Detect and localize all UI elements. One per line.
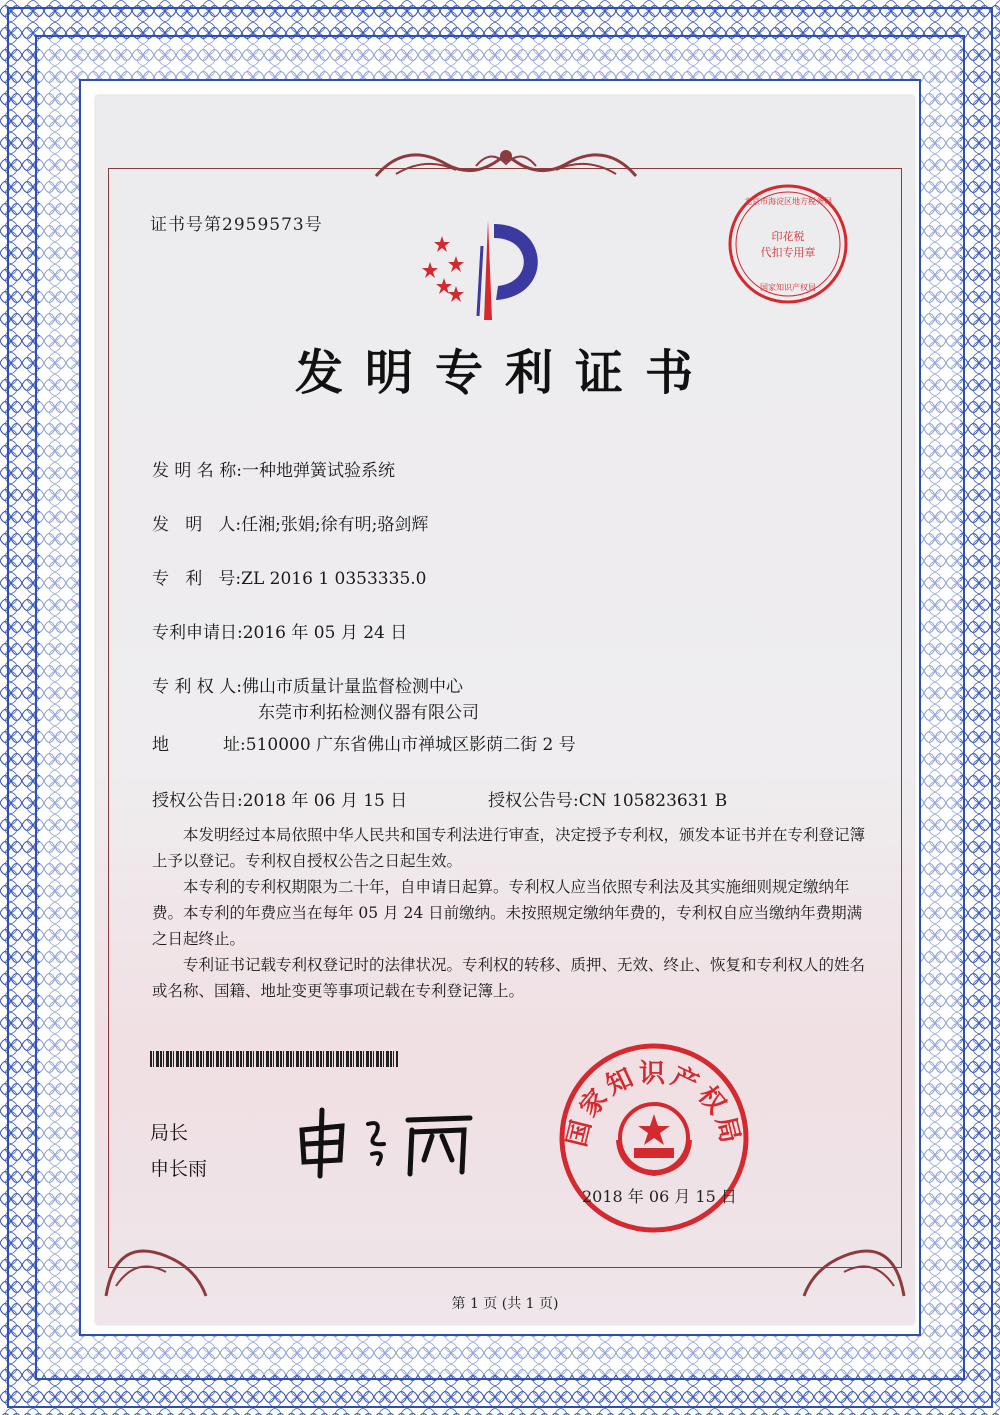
patent-number-label: 专 利 号:: [152, 569, 242, 589]
patent-number-row: [152, 564, 426, 589]
page-number: 第 1 页 (共 1 页): [451, 1296, 559, 1312]
barcode: [150, 1051, 398, 1067]
patent-office-logo-icon: [422, 216, 562, 326]
grant-number-label: 授权公告号:: [488, 791, 579, 811]
inventors-row: [152, 510, 428, 535]
body-paragraph-3: 专利证书记载专利权登记时的法律状况。专利权的转移、质押、无效、终止、恢复和专利权人的姓名或名称、国籍、地址变更等事项记载在专利登记簿上。: [152, 956, 866, 1000]
invention-name-value: 一种地弹簧试验系统: [241, 461, 395, 481]
patentee-value-2: 东莞市利拓检测仪器有限公司: [258, 703, 479, 723]
address-value: 510000 广东省佛山市禅城区影荫二街 2 号: [245, 735, 576, 755]
director-signature: [292, 1100, 482, 1180]
bottom-left-ornament: [96, 1196, 226, 1306]
certificate-paper: [96, 96, 914, 1324]
grant-date-label: 授权公告日:: [152, 791, 243, 811]
patentee-value-1: 佛山市质量计量监督检测中心: [241, 677, 463, 697]
patentee-row-2: [258, 698, 479, 723]
body-paragraph-1: 本发明经过本局依照中华人民共和国专利法进行审查，决定授予专利权，颁发本证书并在专利登记簿上予以登记。专利权自授权公告之日起生效。: [152, 826, 866, 870]
bottom-right-ornament: [784, 1196, 914, 1306]
patentee-label: 专 利 权 人:: [152, 677, 242, 697]
svg-text:国家知识产权局: 国家知识产权局: [760, 283, 816, 292]
svg-text:代扣专用章: 代扣专用章: [760, 246, 816, 259]
svg-text:印花税: 印花税: [771, 230, 805, 243]
certificate-title: 发明专利证书: [294, 345, 715, 401]
inventors-label: 发 明 人:: [152, 515, 242, 535]
address-row: [152, 730, 576, 755]
invention-name-row: [152, 456, 395, 481]
grant-date-value: 2018 年 06 月 15 日: [242, 791, 408, 811]
address-label: 地 址:: [152, 735, 246, 755]
invention-name-label: 发 明 名 称:: [152, 461, 242, 481]
tax-stamp: [724, 180, 852, 308]
body-paragraph-2: 本专利的专利权期限为二十年，自申请日起算。专利权人应当依照专利法及其实施细则规定缴纳年费。本专利的年费应当在每年 05 月 24 日前缴纳。未按照规定缴纳年费的，专利权自应当缴纳年费期满之日起终止。: [152, 878, 863, 948]
director-title: 局长: [150, 1122, 189, 1144]
inner-border: [108, 168, 902, 1268]
director-name: 申长雨: [150, 1158, 208, 1180]
svg-text:国家知识产权局: 国家知识产权局: [562, 1059, 746, 1150]
inventors-value: 任湘;张娟;徐有明;骆剑辉: [241, 515, 429, 535]
certificate-number: 证书号第2959573号: [150, 215, 323, 235]
patentee-row: [152, 672, 463, 697]
filing-date-value: 2016 年 05 月 24 日: [242, 623, 408, 643]
seal-date: 2018 年 06 月 15 日: [582, 1187, 737, 1206]
filing-date-row: [152, 618, 407, 643]
certificate-body: [152, 822, 867, 1004]
patent-number-value: ZL 2016 1 0353335.0: [241, 569, 427, 589]
grant-date-row: [152, 786, 407, 811]
grant-number-value: CN 105823631 B: [578, 791, 728, 811]
top-ornament: [366, 136, 646, 186]
grant-number-row: [488, 786, 727, 811]
filing-date-label: 专利申请日:: [152, 623, 243, 643]
svg-text:北京市海淀区地方税务局: 北京市海淀区地方税务局: [744, 197, 832, 206]
